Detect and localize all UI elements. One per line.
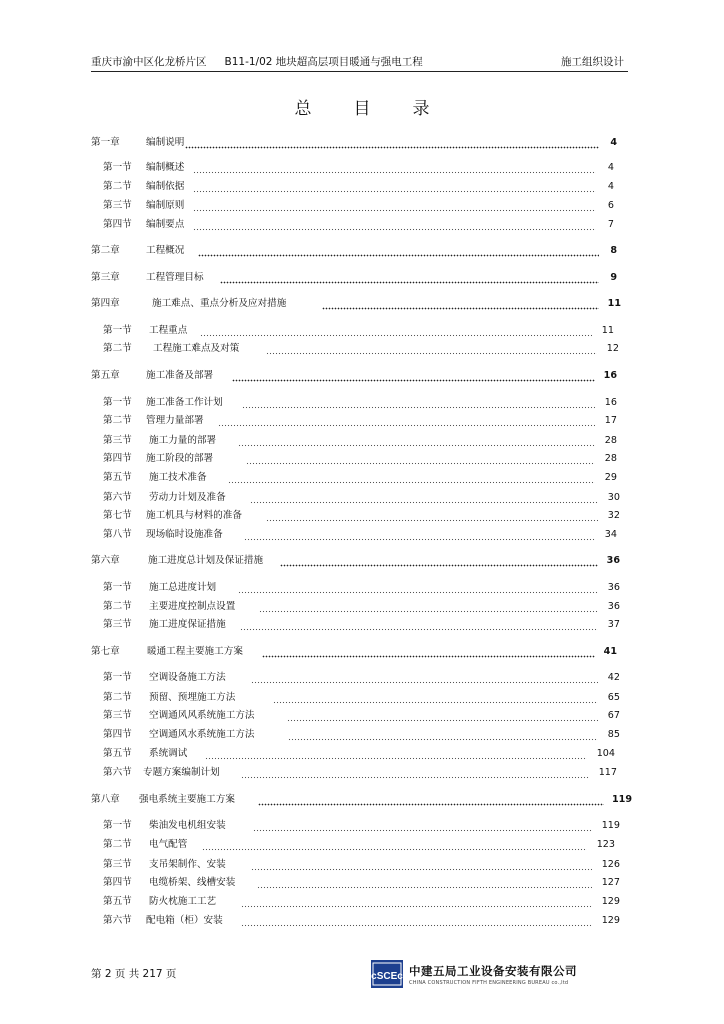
toc-section-row[interactable] (103, 341, 619, 356)
toc-dot-leader (228, 470, 595, 485)
toc-entry-page: 37 (607, 619, 620, 630)
header-district: 重庆市渝中区化龙桥片区 (91, 56, 207, 68)
toc-dot-leader (259, 599, 598, 614)
toc-entry-number: 第三节 (103, 619, 132, 630)
toc-entry-number: 第二节 (103, 415, 132, 426)
toc-entry-title: 施工进度保证措施 (149, 619, 226, 630)
toc-entry-title: 预留、预埋施工方法 (149, 692, 236, 703)
toc-section-row[interactable] (103, 217, 614, 232)
toc-dot-leader (250, 490, 598, 505)
toc-entry-title: 管理力量部署 (146, 415, 204, 426)
toc-section-row[interactable] (103, 708, 620, 723)
toc-dot-leader (266, 508, 598, 523)
cscec-logo-icon (371, 960, 403, 988)
toc-dot-leader (218, 413, 595, 428)
company-name-cn: 中建五局工业设备安装有限公司 (409, 964, 577, 978)
header-project-name: B11-1/02 地块超高层项目暖通与强电工程 (224, 56, 423, 68)
toc-dot-leader (251, 670, 598, 685)
toc-chapter-row[interactable] (91, 135, 617, 150)
toc-chapter-row[interactable] (91, 296, 621, 311)
toc-entry-page: 30 (607, 492, 620, 503)
toc-entry-number: 第七章 (91, 646, 120, 657)
toc-dot-leader (266, 341, 597, 356)
toc-section-row[interactable] (103, 179, 614, 194)
toc-entry-title: 支吊架制作、安装 (149, 859, 226, 870)
toc-entry-page: 36 (607, 601, 620, 612)
toc-entry-number: 第六节 (103, 915, 132, 926)
toc-entry-title: 施工阶段的部署 (146, 453, 214, 464)
toc-entry-title: 工程概况 (146, 245, 185, 256)
toc-entry-page: 119 (601, 820, 620, 831)
toc-dot-leader (185, 135, 599, 150)
toc-entry-title: 施工机具与材料的准备 (146, 510, 242, 521)
toc-section-row[interactable] (103, 818, 620, 833)
toc-dot-leader (220, 270, 599, 285)
toc-entry-title: 工程重点 (149, 325, 188, 336)
toc-entry-page: 41 (603, 646, 617, 657)
toc-entry-number: 第七节 (103, 510, 132, 521)
toc-section-row[interactable] (103, 727, 620, 742)
toc-dot-leader (258, 792, 604, 807)
toc-section-row[interactable] (103, 508, 620, 523)
toc-entry-number: 第二节 (103, 343, 132, 354)
toc-entry-page: 4 (607, 181, 614, 192)
toc-entry-title: 施工难点、重点分析及应对措施 (152, 298, 287, 309)
toc-chapter-row[interactable] (91, 270, 617, 285)
toc-dot-leader (262, 644, 595, 659)
toc-section-row[interactable] (103, 433, 617, 448)
toc-dot-leader (287, 708, 598, 723)
toc-dot-leader (251, 857, 592, 872)
toc-entry-title: 施工进度总计划及保证措施 (148, 555, 264, 566)
toc-entry-page: 12 (606, 343, 619, 354)
toc-entry-title: 编制概述 (146, 162, 185, 173)
toc-section-row[interactable] (103, 160, 614, 175)
toc-entry-number: 第六节 (103, 767, 132, 778)
toc-entry-page: 17 (604, 415, 617, 426)
toc-entry-number: 第六节 (103, 492, 132, 503)
toc-entry-page: 129 (601, 896, 620, 907)
toc-entry-number: 第一节 (103, 820, 132, 831)
toc-entry-title: 柴油发电机组安装 (149, 820, 226, 831)
toc-dot-leader (241, 913, 592, 928)
toc-dot-leader (193, 160, 596, 175)
toc-entry-title: 防火枕施工工艺 (149, 896, 217, 907)
toc-dot-leader (280, 553, 598, 568)
toc-section-row[interactable] (103, 670, 620, 685)
toc-section-row[interactable] (103, 580, 620, 595)
toc-dot-leader (200, 323, 592, 338)
toc-entry-page: 7 (607, 219, 614, 230)
toc-entry-title: 配电箱（柜）安装 (146, 915, 223, 926)
toc-entry-title: 施工准备及部署 (146, 370, 214, 381)
toc-entry-title: 电缆桥架、线槽安装 (149, 877, 236, 888)
toc-dot-leader (244, 527, 595, 542)
toc-dot-leader (242, 395, 595, 410)
toc-entry-title: 暖通工程主要施工方案 (147, 646, 243, 657)
toc-entry-number: 第二节 (103, 181, 132, 192)
toc-entry-title: 编制说明 (146, 137, 185, 148)
toc-entry-title: 工程施工难点及对策 (153, 343, 240, 354)
toc-entry-number: 第二节 (103, 839, 132, 850)
toc-section-row[interactable] (103, 746, 615, 761)
toc-entry-number: 第二节 (103, 692, 132, 703)
toc-dot-leader (322, 296, 599, 311)
toc-entry-title: 专题方案编制计划 (143, 767, 220, 778)
toc-entry-title: 工程管理目标 (146, 272, 204, 283)
toc-entry-page: 36 (607, 582, 620, 593)
toc-entry-number: 第三章 (91, 272, 120, 283)
toc-entry-title: 强电系统主要施工方案 (139, 794, 235, 805)
toc-entry-number: 第一节 (103, 162, 132, 173)
toc-entry-number: 第五节 (103, 896, 132, 907)
toc-entry-page: 16 (604, 397, 617, 408)
toc-section-row[interactable] (103, 894, 620, 909)
page-number: 第 2 页 共 217 页 (91, 968, 177, 980)
toc-entry-title: 施工技术准备 (149, 472, 207, 483)
toc-section-row[interactable] (103, 690, 620, 705)
toc-entry-number: 第一节 (103, 672, 132, 683)
toc-entry-number: 第八章 (91, 794, 120, 805)
toc-dot-leader (193, 217, 596, 232)
toc-chapter-row[interactable] (91, 368, 617, 383)
toc-chapter-row[interactable] (91, 644, 617, 659)
toc-chapter-row[interactable] (91, 553, 620, 568)
toc-entry-title: 编制要点 (146, 219, 185, 230)
toc-entry-page: 42 (607, 672, 620, 683)
toc-entry-page: 28 (604, 435, 617, 446)
toc-entry-page: 129 (601, 915, 620, 926)
toc-entry-title: 空调通风水系统施工方法 (149, 729, 255, 740)
toc-section-row[interactable] (103, 323, 614, 338)
header-doc-type: 施工组织设计 (561, 56, 624, 68)
toc-entry-page: 32 (607, 510, 620, 521)
toc-entry-title: 劳动力计划及准备 (149, 492, 226, 503)
toc-dot-leader (288, 727, 598, 742)
toc-section-row[interactable] (103, 599, 620, 614)
toc-entry-page: 123 (596, 839, 615, 850)
toc-entry-number: 第二节 (103, 601, 132, 612)
toc-section-row[interactable] (103, 617, 620, 632)
logo-text: cSCEc (371, 971, 403, 982)
toc-entry-page: 6 (607, 200, 614, 211)
toc-entry-title: 施工准备工作计划 (146, 397, 223, 408)
toc-entry-number: 第一节 (103, 325, 132, 336)
toc-entry-page: 29 (604, 472, 617, 483)
toc-section-row[interactable] (103, 857, 620, 872)
toc-entry-page: 65 (607, 692, 620, 703)
toc-entry-number: 第五节 (103, 472, 132, 483)
toc-entry-number: 第三节 (103, 710, 132, 721)
toc-section-row[interactable] (103, 470, 617, 485)
toc-entry-page: 104 (596, 748, 615, 759)
toc-entry-number: 第五节 (103, 748, 132, 759)
toc-entry-page: 16 (603, 370, 617, 381)
toc-entry-page: 4 (610, 137, 617, 148)
toc-dot-leader (273, 690, 598, 705)
toc-entry-title: 空调通风风系统施工方法 (149, 710, 255, 721)
toc-dot-leader (253, 818, 592, 833)
toc-section-row[interactable] (103, 451, 617, 466)
toc-entry-title: 施工总进度计划 (149, 582, 217, 593)
toc-entry-number: 第二章 (91, 245, 120, 256)
toc-entry-number: 第八节 (103, 529, 132, 540)
toc-dot-leader (238, 580, 598, 595)
toc-entry-page: 9 (610, 272, 617, 283)
toc-entry-number: 第一节 (103, 582, 132, 593)
toc-entry-page: 11 (601, 325, 614, 336)
company-branding (371, 960, 611, 990)
toc-entry-page: 11 (607, 298, 621, 309)
toc-chapter-row[interactable] (91, 792, 632, 807)
toc-dot-leader (246, 451, 595, 466)
toc-entry-number: 第三节 (103, 859, 132, 870)
toc-dot-leader (193, 179, 596, 194)
company-name-en: CHINA CONSTRUCTION FIFTH ENGINEERING BUREAU co.,ltd (409, 980, 569, 986)
toc-dot-leader (232, 368, 595, 383)
toc-entry-page: 126 (601, 859, 620, 870)
toc-chapter-row[interactable] (91, 243, 617, 258)
toc-section-row[interactable] (103, 198, 614, 213)
toc-section-row[interactable] (103, 875, 620, 890)
toc-entry-page: 4 (607, 162, 614, 173)
toc-entry-title: 主要进度控制点设置 (149, 601, 236, 612)
toc-entry-title: 电气配管 (149, 839, 188, 850)
page-title: 总目录 (294, 99, 472, 119)
toc-section-row[interactable] (103, 395, 617, 410)
toc-section-row[interactable] (103, 490, 620, 505)
toc-entry-page: 28 (604, 453, 617, 464)
toc-section-row[interactable] (103, 837, 615, 852)
toc-entry-number: 第三节 (103, 435, 132, 446)
toc-entry-page: 85 (607, 729, 620, 740)
toc-entry-number: 第六章 (91, 555, 120, 566)
toc-entry-page: 67 (607, 710, 620, 721)
toc-entry-title: 现场临时设施准备 (146, 529, 223, 540)
toc-entry-page: 117 (598, 767, 617, 778)
toc-entry-number: 第四节 (103, 729, 132, 740)
toc-entry-number: 第四章 (91, 298, 120, 309)
toc-dot-leader (238, 433, 595, 448)
toc-entry-number: 第三节 (103, 200, 132, 211)
toc-entry-page: 36 (606, 555, 620, 566)
toc-entry-page: 127 (601, 877, 620, 888)
toc-dot-leader (202, 837, 587, 852)
toc-dot-leader (241, 894, 592, 909)
toc-entry-page: 34 (604, 529, 617, 540)
toc-dot-leader (241, 765, 589, 780)
toc-entry-title: 系统调试 (149, 748, 188, 759)
toc-entry-number: 第一节 (103, 397, 132, 408)
toc-section-row[interactable] (103, 765, 617, 780)
toc-entry-number: 第四节 (103, 219, 132, 230)
toc-entry-number: 第五章 (91, 370, 120, 381)
toc-dot-leader (240, 617, 598, 632)
toc-entry-title: 空调设备施工方法 (149, 672, 226, 683)
toc-dot-leader (193, 198, 596, 213)
toc-section-row[interactable] (103, 913, 620, 928)
toc-section-row[interactable] (103, 413, 617, 428)
toc-dot-leader (257, 875, 592, 890)
toc-entry-title: 编制依据 (146, 181, 185, 192)
toc-entry-number: 第四节 (103, 453, 132, 464)
toc-entry-page: 8 (610, 245, 617, 256)
toc-entry-number: 第四节 (103, 877, 132, 888)
toc-entry-title: 施工力量的部署 (149, 435, 217, 446)
toc-entry-title: 编制原则 (146, 200, 185, 211)
toc-entry-page: 119 (611, 794, 632, 805)
toc-dot-leader (198, 243, 599, 258)
toc-dot-leader (205, 746, 587, 761)
toc-section-row[interactable] (103, 527, 617, 542)
toc-entry-number: 第一章 (91, 137, 120, 148)
